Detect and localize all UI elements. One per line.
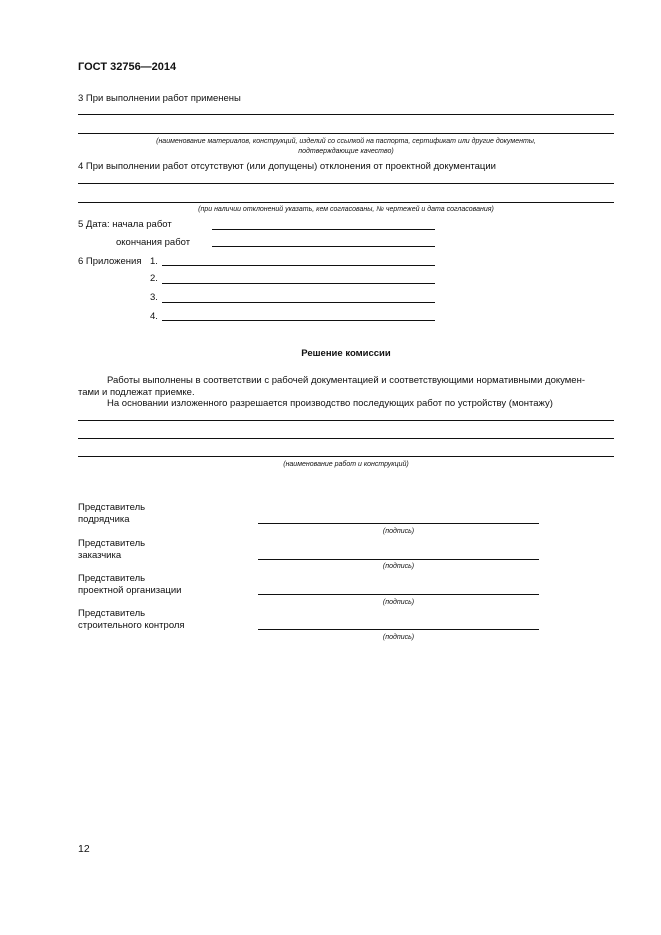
appendix-number: 2. (150, 273, 158, 284)
signatory-role: подрядчика (78, 514, 130, 525)
signatory-role: проектной организации (78, 585, 182, 596)
decision-paragraph-1-line-2: тами и подлежат приемке. (78, 387, 195, 398)
section-5-start-label: 5 Дата: начала работ (78, 219, 172, 230)
section-4-line-2 (78, 202, 614, 203)
signature-line (258, 629, 539, 630)
decision-line-1 (78, 420, 614, 421)
section-3-caption-line-2: подтверждающие качество) (298, 148, 394, 155)
section-4-line-1 (78, 183, 614, 184)
signature-line (258, 594, 539, 595)
signature-caption: (подпись) (382, 563, 415, 570)
section-6-label: 6 Приложения (78, 256, 142, 267)
section-3-label: 3 При выполнении работ применены (78, 93, 241, 104)
signatory-title: Представитель (78, 573, 146, 584)
signature-caption: (подпись) (382, 599, 415, 606)
decision-paragraph-2: На основании изложенного разрешается производство последующих работ по устройству (монтажу) (107, 398, 553, 409)
section-5-end-label: окончания работ (116, 237, 191, 248)
appendix-line (162, 320, 435, 321)
section-3-caption-line-1: (наименование материалов, конструкций, изделий со ссылкой на паспорта, сертификат или другие документы, (156, 138, 536, 145)
appendix-line (162, 283, 435, 284)
signature-caption: (подпись) (382, 634, 415, 641)
signatory-role: заказчика (78, 550, 122, 561)
signatory-title: Представитель (78, 608, 146, 619)
decision-caption: (наименование работ и конструкций) (283, 461, 409, 468)
signatory-title: Представитель (78, 538, 146, 549)
end-date-line (212, 246, 435, 247)
signature-line (258, 559, 539, 560)
document-code: ГОСТ 32756—2014 (78, 61, 177, 73)
signature-line (258, 523, 539, 524)
decision-title: Решение комиссии (301, 348, 391, 359)
decision-line-2 (78, 438, 614, 439)
section-3-line-1 (78, 114, 614, 115)
section-4-label: 4 При выполнении работ отсутствуют (или допущены) отклонения от проектной документации (78, 161, 496, 172)
section-3-line-2 (78, 133, 614, 134)
appendix-number: 1. (150, 256, 158, 267)
section-4-caption: (при наличии отклонений указать, кем согласованы, № чертежей и дата согласования) (198, 206, 494, 213)
appendix-number: 3. (150, 292, 158, 303)
start-date-line (212, 229, 435, 230)
appendix-line (162, 302, 435, 303)
signature-caption: (подпись) (382, 528, 415, 535)
signatory-title: Представитель (78, 502, 146, 513)
appendix-number: 4. (150, 311, 158, 322)
decision-paragraph-1-line-1: Работы выполнены в соответствии с рабочей документацией и соответствующими нормативными докумен- (107, 375, 585, 386)
page-number: 12 (78, 843, 90, 855)
decision-line-3 (78, 456, 614, 457)
appendix-line (162, 265, 435, 266)
signatory-role: строительного контроля (78, 620, 185, 631)
